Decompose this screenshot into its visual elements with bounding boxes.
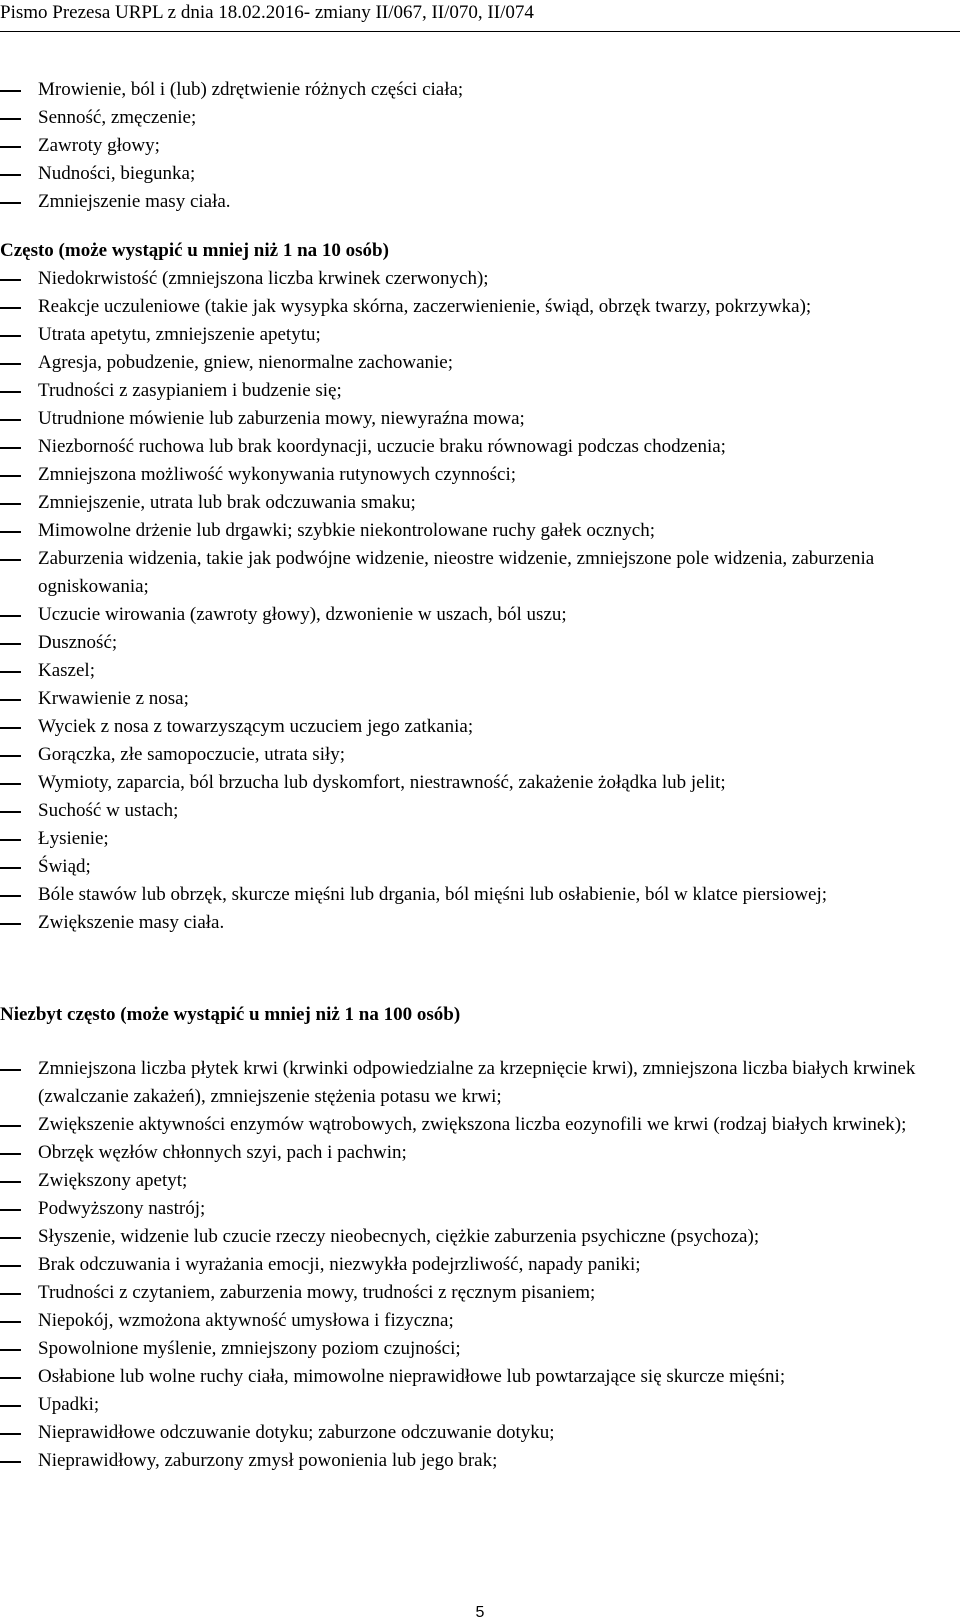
list-item: [0, 741, 960, 769]
list-item-text: Łysienie;: [38, 828, 109, 849]
list-item: [0, 545, 960, 601]
list-item: [0, 1363, 960, 1391]
list-item: [0, 713, 960, 741]
list-item: [0, 1419, 960, 1447]
list-item: [0, 461, 960, 489]
list-item: [0, 853, 960, 881]
symptom-list-common: [0, 265, 960, 937]
dash-bullet-icon: [0, 895, 21, 897]
list-item: [0, 489, 960, 517]
list-item-text: Niepokój, wzmożona aktywność umysłowa i fizyczna;: [38, 1310, 454, 1331]
dash-bullet-icon: [0, 839, 21, 841]
list-item: [0, 1391, 960, 1419]
dash-bullet-icon: [0, 643, 21, 645]
list-item: [0, 825, 960, 853]
list-item: [0, 377, 960, 405]
dash-bullet-icon: [0, 1377, 21, 1379]
list-item: [0, 1279, 960, 1307]
dash-bullet-icon: [0, 1153, 21, 1155]
list-item-text: Słyszenie, widzenie lub czucie rzeczy nieobecnych, ciężkie zaburzenia psychiczne (psychoza);: [38, 1226, 760, 1247]
dash-bullet-icon: [0, 279, 21, 281]
list-item: [0, 1223, 960, 1251]
list-item: [0, 405, 960, 433]
page-number: 5: [475, 1604, 485, 1621]
list-item: [0, 1335, 960, 1363]
dash-bullet-icon: [0, 1321, 21, 1323]
list-item: [0, 517, 960, 545]
list-item-text: Kaszel;: [38, 660, 95, 681]
dash-bullet-icon: [0, 1461, 21, 1463]
list-item: [0, 160, 960, 188]
dash-bullet-icon: [0, 559, 21, 561]
list-item-text: Krwawienie z nosa;: [38, 688, 189, 709]
list-item-text: Uczucie wirowania (zawroty głowy), dzwonienie w uszach, ból uszu;: [38, 604, 567, 625]
dash-bullet-icon: [0, 1237, 21, 1239]
list-item: [0, 685, 960, 713]
list-item: [0, 909, 960, 937]
list-item-text: Osłabione lub wolne ruchy ciała, mimowolne nieprawidłowe lub powtarzające się skurcze mięśni;: [38, 1366, 786, 1387]
list-item: [0, 1167, 960, 1195]
dash-bullet-icon: [0, 419, 21, 421]
list-item-text: Suchość w ustach;: [38, 800, 179, 821]
dash-bullet-icon: [0, 867, 21, 869]
list-item-text: Spowolnione myślenie, zmniejszony poziom czujności;: [38, 1338, 461, 1359]
list-item: [0, 188, 960, 216]
list-item-text: Zwiększenie aktywności enzymów wątrobowych, zwiększona liczba eozynofili we krwi (rodzaj białych krwinek);: [38, 1114, 907, 1135]
list-item-text: Utrudnione mówienie lub zaburzenia mowy, niewyraźna mowa;: [38, 408, 525, 429]
dash-bullet-icon: [0, 755, 21, 757]
list-item: [0, 629, 960, 657]
list-item-text: Zaburzenia widzenia, takie jak podwójne widzenie, nieostre widzenie, zmniejszone pole widzenia, zaburzenia ogniskowania;: [38, 548, 875, 597]
list-item-text: Agresja, pobudzenie, gniew, nienormalne zachowanie;: [38, 352, 454, 373]
list-item-text: Nudności, biegunka;: [38, 163, 196, 184]
dash-bullet-icon: [0, 475, 21, 477]
list-item: [0, 1447, 960, 1475]
list-item-text: Utrata apetytu, zmniejszenie apetytu;: [38, 324, 321, 345]
dash-bullet-icon: [0, 1433, 21, 1435]
list-item: [0, 321, 960, 349]
list-item-text: Duszność;: [38, 632, 118, 653]
list-item-text: Niedokrwistość (zmniejszona liczba krwinek czerwonych);: [38, 268, 489, 289]
dash-bullet-icon: [0, 783, 21, 785]
dash-bullet-icon: [0, 391, 21, 393]
list-item-text: Trudności z czytaniem, zaburzenia mowy, trudności z ręcznym pisaniem;: [38, 1282, 596, 1303]
dash-bullet-icon: [0, 923, 21, 925]
dash-bullet-icon: [0, 1293, 21, 1295]
list-item: [0, 104, 960, 132]
dash-bullet-icon: [0, 335, 21, 337]
page-header: Pismo Prezesa URPL z dnia 18.02.2016- zmiany II/067, II/070, II/074: [0, 2, 534, 23]
dash-bullet-icon: [0, 1209, 21, 1211]
list-item: [0, 132, 960, 160]
list-item-text: Zwiększony apetyt;: [38, 1170, 188, 1191]
dash-bullet-icon: [0, 811, 21, 813]
list-item-text: Świąd;: [38, 856, 91, 877]
list-item-text: Zmniejszenie masy ciała.: [38, 191, 231, 212]
list-item: [0, 769, 960, 797]
list-item-text: Podwyższony nastrój;: [38, 1198, 206, 1219]
list-item-text: Wyciek z nosa z towarzyszącym uczuciem jego zatkania;: [38, 716, 474, 737]
list-item-text: Zmniejszenie, utrata lub brak odczuwania smaku;: [38, 492, 416, 513]
dash-bullet-icon: [0, 1265, 21, 1267]
dash-bullet-icon: [0, 1405, 21, 1407]
list-item-text: Senność, zmęczenie;: [38, 107, 197, 128]
dash-bullet-icon: [0, 90, 21, 92]
dash-bullet-icon: [0, 202, 21, 204]
symptom-list-top: [0, 76, 960, 216]
list-item: [0, 293, 960, 321]
list-item-text: Niezborność ruchowa lub brak koordynacji, uczucie braku równowagi podczas chodzenia;: [38, 436, 726, 457]
list-item: [0, 797, 960, 825]
header-divider: [0, 31, 960, 32]
section-heading-uncommon: Niezbyt często (może wystąpić u mniej niż 1 na 100 osób): [0, 1004, 461, 1025]
list-item-text: Nieprawidłowe odczuwanie dotyku; zaburzone odczuwanie dotyku;: [38, 1422, 555, 1443]
list-item: [0, 1055, 960, 1111]
list-item: [0, 1251, 960, 1279]
dash-bullet-icon: [0, 447, 21, 449]
dash-bullet-icon: [0, 531, 21, 533]
list-item-text: Bóle stawów lub obrzęk, skurcze mięśni lub drgania, ból mięśni lub osłabienie, ból w klatce piersiowej;: [38, 884, 828, 905]
list-item: [0, 1139, 960, 1167]
dash-bullet-icon: [0, 699, 21, 701]
list-item: [0, 1307, 960, 1335]
list-item-text: Mrowienie, ból i (lub) zdrętwienie różnych części ciała;: [38, 79, 464, 100]
list-item: [0, 76, 960, 104]
dash-bullet-icon: [0, 1069, 21, 1071]
list-item-text: Brak odczuwania i wyrażania emocji, niezwykła podejrzliwość, napady paniki;: [38, 1254, 641, 1275]
list-item: [0, 265, 960, 293]
list-item-text: Nieprawidłowy, zaburzony zmysł powonienia lub jego brak;: [38, 1450, 498, 1471]
list-item-text: Trudności z zasypianiem i budzenie się;: [38, 380, 342, 401]
list-item-text: Zmniejszona liczba płytek krwi (krwinki odpowiedzialne za krzepnięcie krwi), zmniejszona liczba białych krwinek (zwalczanie zakażeń), zmniejszenie stężenia potasu we krwi;: [38, 1058, 916, 1107]
section-heading-common: Często (może wystąpić u mniej niż 1 na 10 osób): [0, 240, 389, 261]
dash-bullet-icon: [0, 615, 21, 617]
list-item-text: Wymioty, zaparcia, ból brzucha lub dyskomfort, niestrawność, zakażenie żołądka lub jelit;: [38, 772, 726, 793]
list-item: [0, 657, 960, 685]
list-item: [0, 433, 960, 461]
dash-bullet-icon: [0, 146, 21, 148]
dash-bullet-icon: [0, 503, 21, 505]
list-item-text: Obrzęk węzłów chłonnych szyi, pach i pachwin;: [38, 1142, 407, 1163]
list-item-text: Mimowolne drżenie lub drgawki; szybkie niekontrolowane ruchy gałek ocznych;: [38, 520, 655, 541]
list-item-text: Reakcje uczuleniowe (takie jak wysypka skórna, zaczerwienienie, świąd, obrzęk twarzy, pokrzywka);: [38, 296, 812, 317]
list-item: [0, 349, 960, 377]
dash-bullet-icon: [0, 671, 21, 673]
symptom-list-uncommon: [0, 1055, 960, 1475]
dash-bullet-icon: [0, 727, 21, 729]
dash-bullet-icon: [0, 1181, 21, 1183]
list-item-text: Zmniejszona możliwość wykonywania rutynowych czynności;: [38, 464, 517, 485]
dash-bullet-icon: [0, 307, 21, 309]
list-item: [0, 601, 960, 629]
dash-bullet-icon: [0, 1349, 21, 1351]
dash-bullet-icon: [0, 174, 21, 176]
list-item: [0, 1111, 960, 1139]
list-item-text: Upadki;: [38, 1394, 100, 1415]
dash-bullet-icon: [0, 363, 21, 365]
dash-bullet-icon: [0, 118, 21, 120]
list-item-text: Gorączka, złe samopoczucie, utrata siły;: [38, 744, 346, 765]
list-item: [0, 1195, 960, 1223]
list-item-text: Zwiększenie masy ciała.: [38, 912, 225, 933]
list-item-text: Zawroty głowy;: [38, 135, 160, 156]
list-item: [0, 881, 960, 909]
dash-bullet-icon: [0, 1125, 21, 1127]
